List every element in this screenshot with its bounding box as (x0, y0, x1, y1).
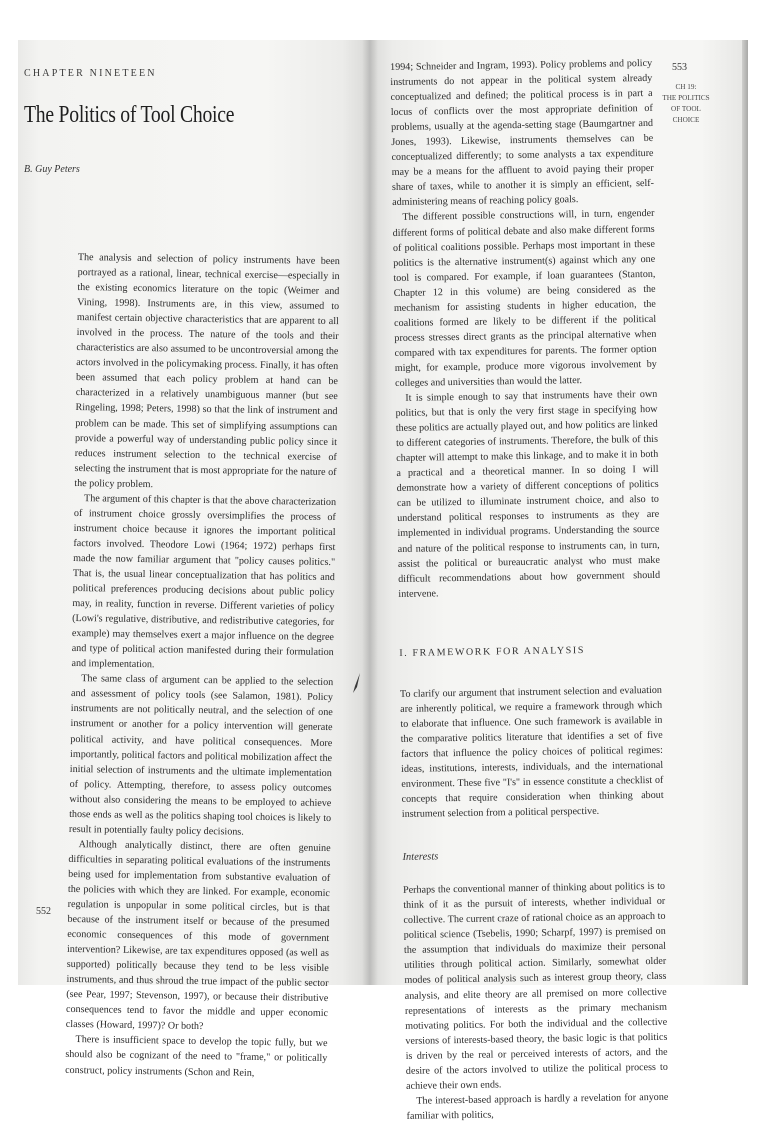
right-body-text (390, 56, 669, 1124)
chapter-title: The Politics of Tool Choice (24, 102, 235, 128)
paragraph: To clarify our argument that instrument selection and evaluation are inherently political, we require a framework through which to elaborate that influence. One such framework is available in the comparative politics literature that identifies a set of five factors that influence the policy choices of political regimes: ideas, institutions, interests, individuals, and the international environment. These five "I's" in essence constitute a checklist of concepts that require consideration when thinking about instrument selection from a political perspective. (399, 684, 664, 821)
pen-mark-icon (352, 672, 362, 694)
running-head-line: CH 19: (675, 83, 697, 91)
running-head-line: OF TOOL (671, 105, 701, 113)
paragraph: 1994; Schneider and Ingram, 1993). Policy problems and policy instruments do not appear in the political system already conceptualized and defined; the political process is in part a locus of conflicts over the most appropriate definition of problems, usually at the agenda-setting stage (Baumgartner and Jones, 1993). Likewise, instruments themselves can be conceptualized differently; to some analysts a tax expenditure may be a means for the affluent to avoid paying their proper share of taxes, while to another it is simply an efficient, self-administering means of reaching policy goals. (390, 57, 655, 209)
running-head-line: THE POLITICS (662, 94, 710, 102)
left-body-text (65, 250, 340, 1082)
left-page (18, 40, 370, 1079)
subheading: Interests (402, 851, 439, 864)
section-heading: I. FRAMEWORK FOR ANALYSIS (399, 644, 586, 659)
paragraph: Perhaps the conventional manner of thinking about politics is to think of it as the pursuit of interests, whether individual or collective. The current craze of rational choice as an approach to political science (Tsebelis, 1990; Scharpf, 1997) is premised on the assumption that individuals do maximize their personal utilities through political action. Similarly, somewhat older modes of political analysis such as interest group theory, class analysis, and elite theory are all premised on more collective representations of interests as the primary mechanism motivating politics. For both the individual and the collective versions of interests-based theory, the basic logic is that politics is driven by the real or perceived interests of actors, and the desire of the actors involved to utilize the political process to achieve their own ends. (402, 880, 668, 1092)
running-head-line: CHOICE (672, 116, 700, 124)
paragraph: The same class of argument can be applied to the selection and assessment of policy tools (see Salamon, 1981). Policy instruments are not politically neutral, and the selection of one instrument or another for a policy intervention will generate political activity, and have political consequences. More importantly, political factors and political mobilization affect the initial selection of instruments and the ultimate implementation of policy. Attempting, therefore, to assess policy outcomes without also considering the means to be employed to achieve those ends as well as the politics shaping tool choices is likely to result in potentially faulty policy decisions. (68, 673, 334, 838)
right-page (370, 40, 746, 1122)
paragraph: The analysis and selection of policy instruments have been portrayed as a rational, linear, technical exercise—especially in the existing economics literature on the topic (Weimer and Vining, 1998). Instruments are, in this view, assumed to manifest certain objective characteristics that are apparent to all involved in the process. The nature of the tools and their characteristics are also assumed to be uncontroversial among the actors involved in the policymaking process. Finally, it has often been assumed that each policy problem at hand can be characterized in a relatively unambiguous manner (but see Ringeling, 1998; Peters, 1998) so that the link of instrument and problem can be made. This set of simplifying assumptions can provide a powerful way of understanding public policy since it reduces instrument selection to the technical exercise of selecting the instrument that is most appropriate for the nature of the policy problem. (74, 251, 340, 490)
chapter-label: CHAPTER NINETEEN (24, 68, 157, 79)
book-gutter (362, 40, 378, 985)
paragraph: The interest-based approach is hardly a revelation for anyone familiar with politics, (406, 1091, 669, 1122)
page-edge (742, 40, 748, 985)
paragraph: It is simple enough to say that instruments have their own politics, but that is only the very first stage in specifying how these politics are actually played out, and how politics are linked to different categories of instruments. Therefore, the bulk of this chapter will attempt to make this linkage, and to make it in both a practical and a theoretical manner. In so doing I will demonstrate how a variety of different conceptions of politics can be utilized to illuminate instrument choice, and also to understand political responses to instruments as they are implemented in individual programs. Understanding the source and nature of the political response to instruments can, in turn, assist the political or bureaucratic analyst who must make difficult recommendations about how government should intervene. (395, 388, 661, 600)
paragraph: The argument of this chapter is that the above characterization of instrument choice grossly oversimplifies the process of instrument choice because it ignores the important political factors involved. Theodore Lowi (1964; 1972) perhaps first made the now familiar argument that "policy causes politics." That is, the usual linear conceptualization that has politics and political preferences producing decisions about public policy may, in reality, function in reverse. Different varieties of policy (Lowi's regulative, distributive, and redistributive categories, for example) may themselves exert a major influence on the degree and type of political action manifested during their formulation and implementation. (71, 492, 337, 671)
page-number-right: 553 (672, 62, 687, 73)
paragraph: There is insufficient space to develop the topic fully, but we should also be cognizant of the need to "frame," or politically construct, policy instruments (Schon and Rein, (65, 1034, 328, 1079)
running-head (660, 82, 712, 126)
paragraph: Although analytically distinct, there are often genuine difficulties in separating political evaluations of the instruments being used for implementation from substantive evaluation of the policies with which they are linked. For example, economic regulation is unpopular in some political circles, but is that because of the instrument itself or because of the presumed economic consequences of this mode of government intervention? Likewise, are tax expenditures opposed (as well as supported) politically because they tend to be less visible instruments, and thus shroud the true impact of the public sector (see Pear, 1997; Stevenson, 1997), or because their distributive consequences tend to favor the middle and upper economic classes (Howard, 1997)? Or both? (65, 838, 331, 1033)
paragraph: The different possible constructions will, in turn, engender different forms of political debate and also make different forms of political coalitions possible. Perhaps most important in these politics is the alternative instrument(s) against which any one tool is compared. For example, if loan guarantees (Stanton, Chapter 12 in this volume) are being considered as the mechanism for assisting students in higher education, the coalitions formed are likely to be different if the political process stresses direct grants as the principal alternative when compared with tax expenditures for parents. The former option might, for example, produce more vigorous involvement by colleges and universities than would the latter. (392, 208, 657, 389)
author-name: B. Guy Peters (24, 164, 80, 175)
page-number-left: 552 (36, 906, 51, 917)
